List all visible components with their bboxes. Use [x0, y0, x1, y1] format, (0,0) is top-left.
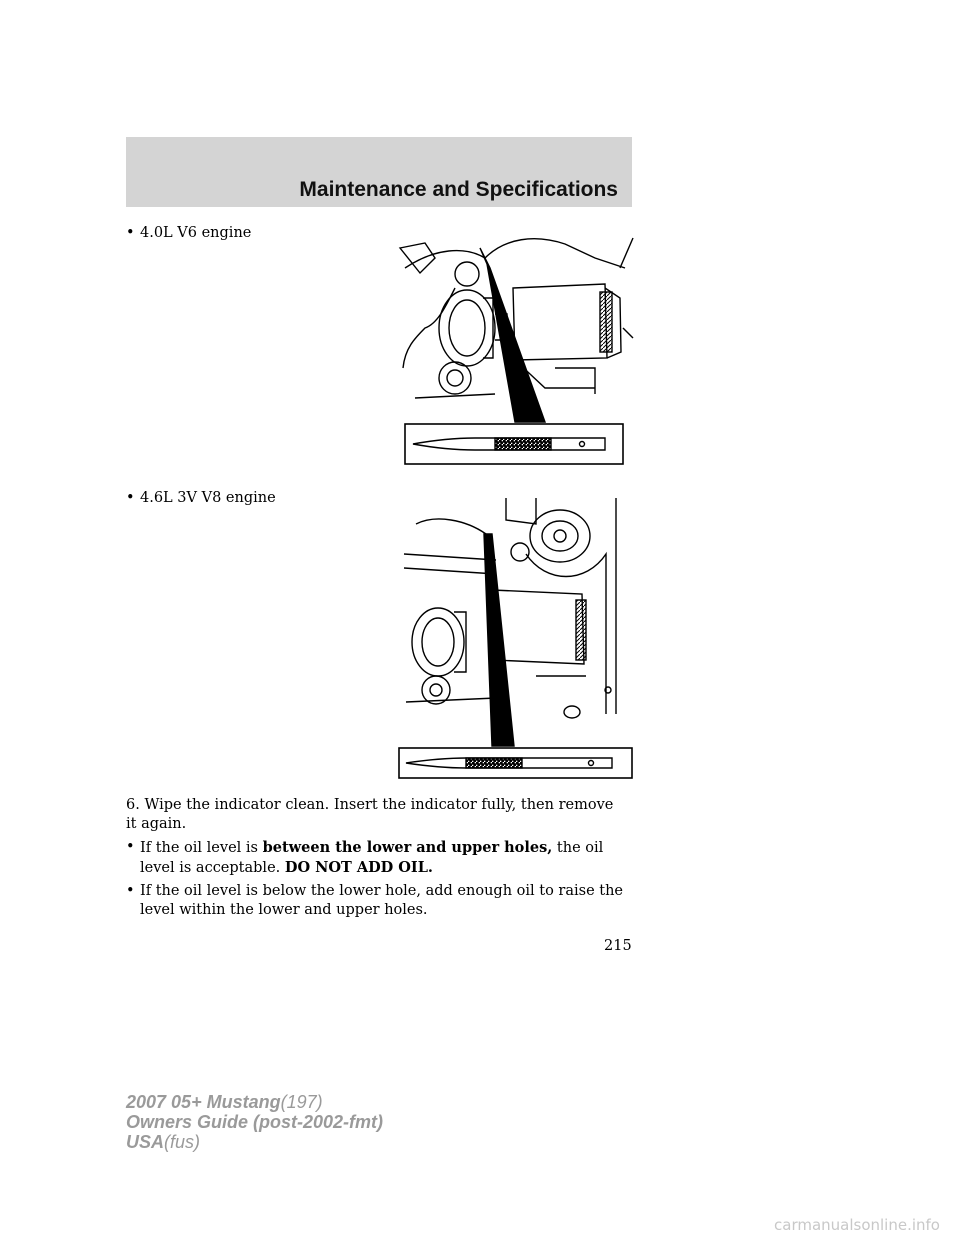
list-item [126, 838, 632, 878]
watermark: carmanualsonline.info [774, 1216, 940, 1234]
header-band [126, 137, 632, 207]
section-label-v6 [126, 224, 251, 243]
step-6-paragraph: 6. Wipe the indicator clean. Insert the indicator fully, then remove it again. [126, 797, 614, 832]
page-section-title: Maintenance and Specifications [299, 178, 618, 201]
page-number: 215 [604, 938, 632, 954]
engine-dipstick-illustration [395, 228, 635, 468]
list-item-text: If the oil level is between the lower and upper holes, the oil level is acceptable. DO NOT ADD OIL. [140, 839, 604, 876]
bullet: • [126, 225, 135, 241]
engine-dipstick-illustration [396, 494, 636, 780]
bullet: • [126, 490, 135, 506]
footer-doc-info: 2007 05+ Mustang(197) Owners Guide (post-2002-fmt) USA(fus) [126, 1092, 384, 1152]
section-label-text: 4.6L 3V V8 engine [140, 490, 276, 506]
section-label-v8 [126, 489, 276, 508]
bullet: • [126, 839, 135, 855]
section-label-text: 4.0L V6 engine [140, 225, 252, 241]
list-item-text: If the oil level is below the lower hole, add enough oil to raise the level within the lower and upper holes. [140, 883, 624, 918]
bullet: • [126, 883, 135, 899]
list-item [126, 882, 632, 920]
